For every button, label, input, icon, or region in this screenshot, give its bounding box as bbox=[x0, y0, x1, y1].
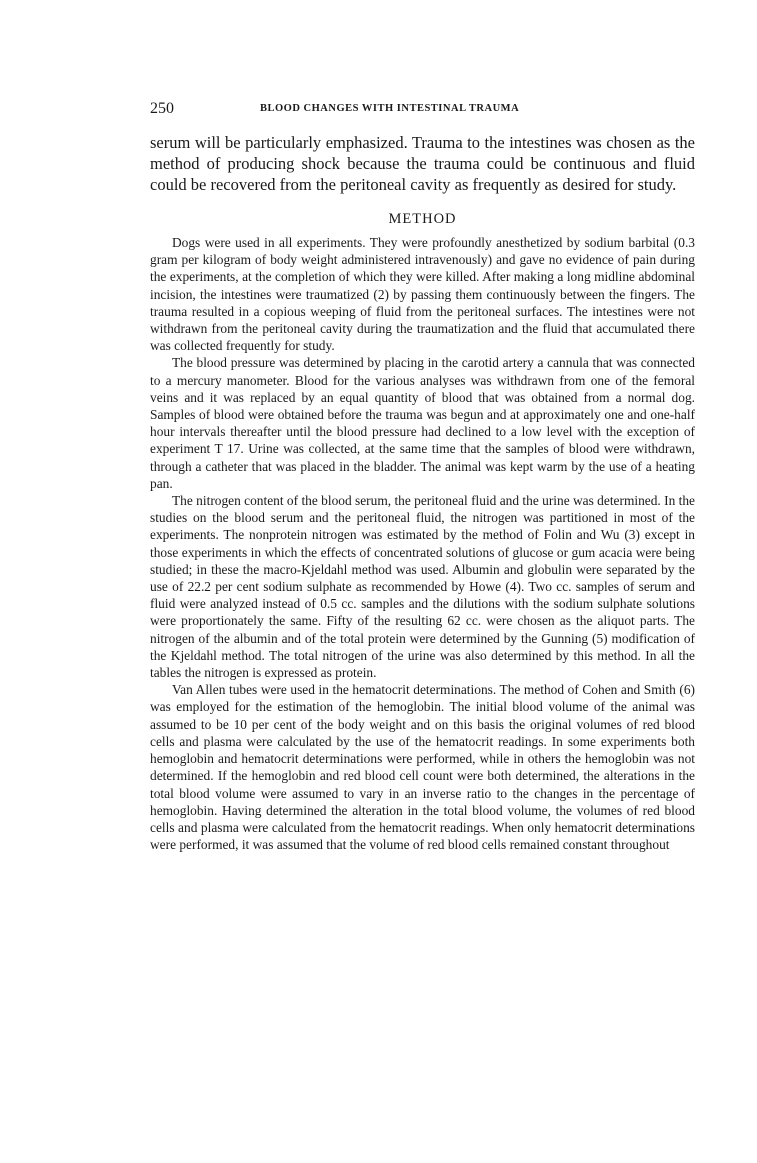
body-paragraph: The nitrogen content of the blood serum, the peritoneal fluid and the urine was determined. In the studies on the blood serum and the peritoneal fluid, the nitrogen was partitioned in most of the experiments. The nonprotein nitrogen was estimated by the method of Folin and Wu (3) except in those experiments in which the effects of concentrated solutions of glucose or gum acacia were being studied; in these the macro-Kjeldahl method was used. Albumin and globulin were separated by the use of 22.2 per cent sodium sulphate as recommended by Howe (4). Two cc. samples of serum and fluid were analyzed instead of 0.5 cc. samples and the dilutions with the sodium sulphate solutions were proportionately the same. Fifty of the resulting 62 cc. were chosen as the aliquot parts. The nitrogen of the albumin and of the total protein were determined by the Gunning (5) modification of the Kjeldahl method. The total nitrogen of the urine was also determined by this method. In all the tables the nitrogen is expressed as protein. bbox=[150, 493, 695, 681]
body-paragraph: Van Allen tubes were used in the hematocrit determinations. The method of Cohen and Smith (6) was employed for the estimation of the hemoglobin. The initial blood volume of the animal was assumed to be 10 per cent of the body weight and on this basis the original volumes of red blood cells and plasma were calculated by the use of the hematocrit readings. In some experiments both hemoglobin and hematocrit determinations were performed, while in others the hemoglobin was not determined. If the hemoglobin and red blood cell count were both determined, the alterations in the total blood volume were assumed to vary in an inverse ratio to the changes in the percentage of hemoglobin. Having determined the alteration in the total blood volume, the volumes of red blood cells and plasma were calculated from the hematocrit readings. When only hematocrit determinations were performed, it was assumed that the volume of red blood cells remained constant throughout bbox=[150, 682, 695, 853]
section-title: METHOD bbox=[388, 211, 457, 227]
page-number: 250 bbox=[150, 100, 174, 117]
body-paragraph: Dogs were used in all experiments. They were profoundly anesthetized by sodium barbital (0.3 gram per kilogram of body weight administered intravenously) and gave no evidence of pain during the experiments, at the completion of which they were killed. After making a long midline abdominal incision, the intestines were traumatized (2) by passing them continuously between the fingers. The trauma resulted in a copious weeping of fluid from the peritoneal surfaces. The intestines were not withdrawn from the peritoneal cavity during the traumatization and the fluid that accumulated there was collected frequently for study. bbox=[150, 235, 695, 354]
running-head: BLOOD CHANGES WITH INTESTINAL TRAUMA bbox=[260, 103, 520, 114]
body-paragraph: The blood pressure was determined by placing in the carotid artery a cannula that was connected to a mercury manometer. Blood for the various analyses was withdrawn from one of the femoral veins and it was replaced by an equal quantity of blood that was obtained from a normal dog. Samples of blood were obtained before the trauma was begun and at approximately one and one-half hour intervals thereafter until the blood pressure had declined to a low level with the exception of experiment T 17. Urine was collected, at the same time that the samples of blood were withdrawn, through a catheter that was placed in the bladder. The animal was kept warm by the use of a heating pan. bbox=[150, 355, 695, 491]
page bbox=[150, 100, 695, 853]
page-header bbox=[150, 100, 695, 120]
intro-paragraph: serum will be particularly emphasized. Trauma to the intestines was chosen as the method of producing shock because the trauma could be continuous and fluid could be recovered from the peritoneal cavity as frequently as desired for study. bbox=[150, 133, 695, 194]
